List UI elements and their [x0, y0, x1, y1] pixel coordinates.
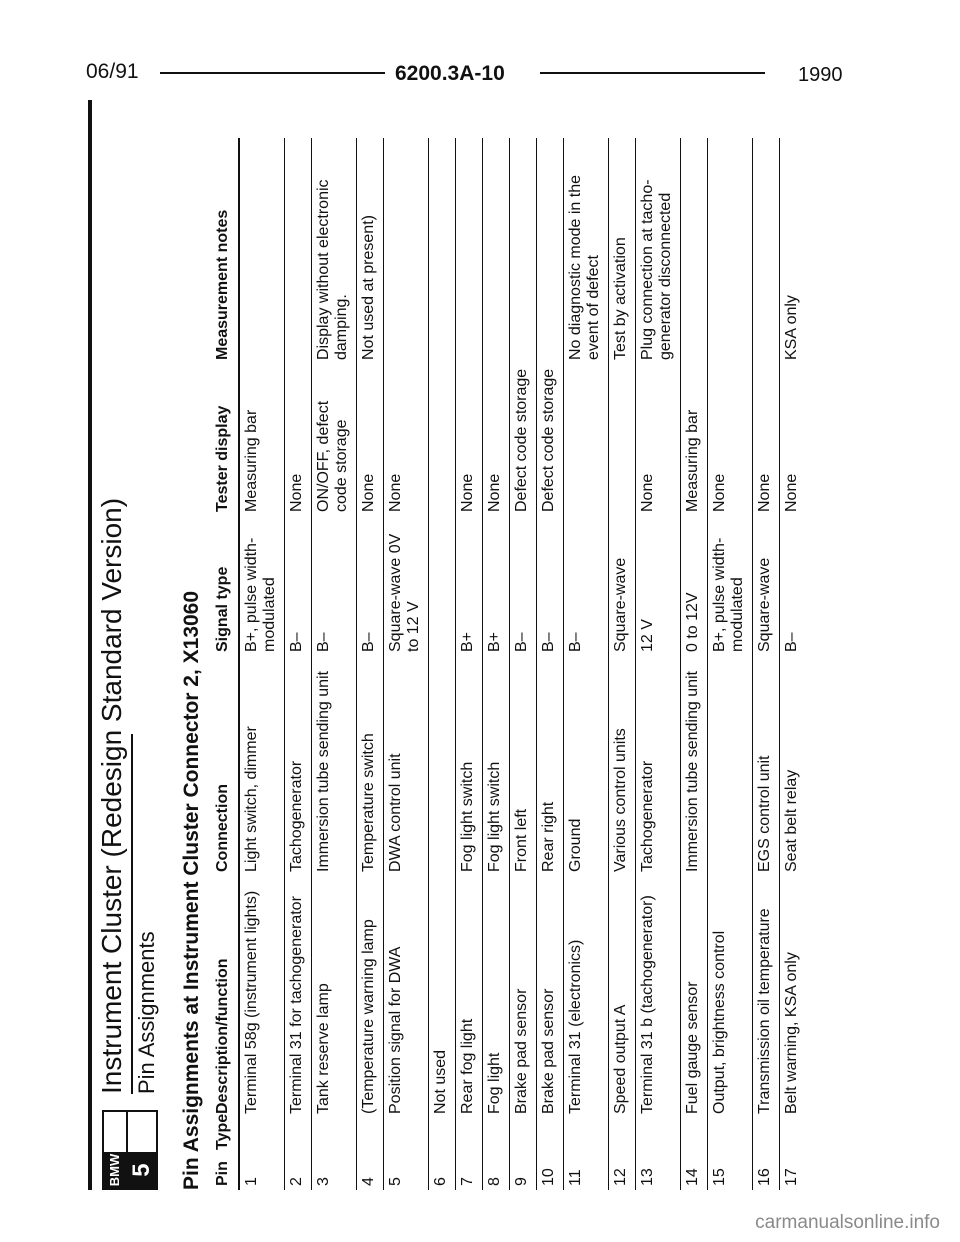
table-row	[753, 138, 780, 1190]
table-row	[384, 138, 429, 1190]
watermark: carmanualsonline.info	[755, 1212, 940, 1233]
column-header: Measurement notes	[214, 209, 231, 360]
column-header: Description/function	[214, 958, 231, 1114]
table-row	[780, 138, 807, 1190]
measurement-notes-cell	[510, 138, 537, 364]
type-cell	[753, 1118, 780, 1154]
pin-cell: 13	[636, 1154, 681, 1190]
signal-type-cell: B–	[285, 516, 312, 656]
description-cell: Tank reserve lamp	[312, 876, 357, 1118]
type-cell	[357, 1118, 384, 1154]
description-cell: Transmission oil temperature	[753, 876, 780, 1118]
connection-cell: Tachogenerator	[636, 656, 681, 876]
signal-type-cell: B+	[456, 516, 483, 656]
tester-display-cell: None	[780, 364, 807, 516]
connection-cell: Immersion tube sending unit	[681, 656, 708, 876]
type-cell	[609, 1118, 636, 1154]
type-cell	[780, 1118, 807, 1154]
description-cell: Rear fog light	[456, 876, 483, 1118]
table-row	[285, 138, 312, 1190]
document-code: 6200.3A-10	[395, 62, 505, 85]
description-cell: Terminal 31 b (tachogenerator)	[636, 876, 681, 1118]
type-cell	[636, 1118, 681, 1154]
tester-display-cell: None	[708, 364, 753, 516]
measurement-notes-cell	[456, 138, 483, 364]
table-row	[429, 138, 456, 1190]
pin-cell: 10	[537, 1154, 564, 1190]
table-row	[357, 138, 384, 1190]
pin-cell: 9	[510, 1154, 537, 1190]
connection-cell: Immersion tube sending unit	[312, 656, 357, 876]
table-row	[681, 138, 708, 1190]
signal-type-cell: B–	[537, 516, 564, 656]
bmw-5-logo	[102, 1110, 158, 1190]
measurement-notes-cell: Test by activation	[609, 138, 636, 364]
tester-display-cell: None	[753, 364, 780, 516]
connection-cell: DWA control unit	[384, 656, 429, 876]
measurement-notes-cell	[483, 138, 510, 364]
signal-type-cell: B–	[312, 516, 357, 656]
connection-cell: Temperature switch	[357, 656, 384, 876]
measurement-notes-cell: No diagnostic mode in the event of defect	[564, 138, 609, 364]
signal-type-cell	[429, 516, 456, 656]
page-subtitle: Pin Assignments	[134, 931, 159, 1094]
page-margin-bar	[88, 100, 92, 1190]
description-cell: Brake pad sensor	[510, 876, 537, 1118]
title-rule	[131, 734, 133, 1094]
measurement-notes-cell: Display without electronic damping.	[312, 138, 357, 364]
signal-type-cell: B–	[780, 516, 807, 656]
table-row	[564, 138, 609, 1190]
type-cell	[708, 1118, 753, 1154]
pin-cell: 16	[753, 1154, 780, 1190]
description-cell: Not used	[429, 876, 456, 1118]
table-row	[483, 138, 510, 1190]
header-date: 06/91	[86, 60, 139, 83]
measurement-notes-cell: Plug connection at tacho-generator disconnected	[636, 138, 681, 364]
column-header: Tester display	[214, 405, 231, 512]
pin-cell: 4	[357, 1154, 384, 1190]
section-title: Pin Assignments at Instrument Cluster Connector 2, X13060	[180, 590, 203, 1190]
tester-display-cell: Measuring bar	[239, 364, 285, 516]
type-cell	[564, 1118, 609, 1154]
type-cell	[312, 1118, 357, 1154]
signal-type-cell: B–	[357, 516, 384, 656]
description-cell: Output, brightness control	[708, 876, 753, 1118]
connection-cell: Front left	[510, 656, 537, 876]
signal-type-cell: B–	[510, 516, 537, 656]
pin-assignment-table	[212, 138, 806, 1190]
connection-cell: Tachogenerator	[285, 656, 312, 876]
pin-cell: 7	[456, 1154, 483, 1190]
description-cell: Terminal 58g (instrument lights)	[239, 876, 285, 1118]
signal-type-cell: 12 V	[636, 516, 681, 656]
logo-brand: BMW	[104, 1152, 126, 1188]
header-rule-right	[540, 72, 765, 74]
measurement-notes-cell	[537, 138, 564, 364]
signal-type-cell: B+	[483, 516, 510, 656]
tester-display-cell: None	[384, 364, 429, 516]
connection-cell: Various control units	[609, 656, 636, 876]
page-title: Instrument Cluster (Redesign Standard Version)	[96, 497, 127, 1094]
connection-cell: Seat belt relay	[780, 656, 807, 876]
pin-cell: 3	[312, 1154, 357, 1190]
column-header: Type	[214, 1113, 231, 1150]
tester-display-cell: None	[357, 364, 384, 516]
tester-display-cell: Measuring bar	[681, 364, 708, 516]
description-cell: Position signal for DWA	[384, 876, 429, 1118]
type-cell	[429, 1118, 456, 1154]
connection-cell: Rear right	[537, 656, 564, 876]
pin-cell: 6	[429, 1154, 456, 1190]
pin-cell: 14	[681, 1154, 708, 1190]
signal-type-cell: Square-wave 0V to 12 V	[384, 516, 429, 656]
table-row	[312, 138, 357, 1190]
rotated-content	[96, 90, 820, 1190]
description-cell: Terminal 31 for tachogenerator	[285, 876, 312, 1118]
tester-display-cell	[609, 364, 636, 516]
pin-cell: 1	[239, 1154, 285, 1190]
description-cell: (Temperature warning lamp	[357, 876, 384, 1118]
description-cell: Terminal 31 (electronics)	[564, 876, 609, 1118]
column-header: Pin	[214, 1161, 231, 1186]
pin-cell: 11	[564, 1154, 609, 1190]
table-header-row	[212, 138, 239, 1190]
header-year: 1990	[798, 64, 843, 86]
tester-display-cell: ON/OFF, defect code storage	[312, 364, 357, 516]
measurement-notes-cell	[681, 138, 708, 364]
tester-display-cell: None	[285, 364, 312, 516]
measurement-notes-cell	[429, 138, 456, 364]
measurement-notes-cell	[285, 138, 312, 364]
table-row	[609, 138, 636, 1190]
column-header: Connection	[214, 784, 231, 872]
description-cell: Belt warning, KSA only	[780, 876, 807, 1118]
connection-cell: Fog light switch	[456, 656, 483, 876]
connection-cell	[708, 656, 753, 876]
logo-series: 5	[128, 1152, 156, 1188]
description-cell: Brake pad sensor	[537, 876, 564, 1118]
pin-cell: 8	[483, 1154, 510, 1190]
tester-display-cell: Defect code storage	[510, 364, 537, 516]
signal-type-cell: B+, pulse width-modulated	[708, 516, 753, 656]
connection-cell: Ground	[564, 656, 609, 876]
table-row	[636, 138, 681, 1190]
pin-cell: 2	[285, 1154, 312, 1190]
tester-display-cell	[564, 364, 609, 516]
measurement-notes-cell: KSA only	[780, 138, 807, 364]
tester-display-cell: None	[456, 364, 483, 516]
connection-cell: Light switch, dimmer	[239, 656, 285, 876]
tester-display-cell: None	[636, 364, 681, 516]
pin-cell: 17	[780, 1154, 807, 1190]
table-row	[708, 138, 753, 1190]
type-cell	[239, 1118, 285, 1154]
description-cell: Speed output A	[609, 876, 636, 1118]
signal-type-cell: Square-wave	[609, 516, 636, 656]
type-cell	[510, 1118, 537, 1154]
header-rule-left	[160, 72, 385, 74]
pin-cell: 12	[609, 1154, 636, 1190]
type-cell	[483, 1118, 510, 1154]
type-cell	[681, 1118, 708, 1154]
tester-display-cell: None	[483, 364, 510, 516]
tester-display-cell	[429, 364, 456, 516]
type-cell	[384, 1118, 429, 1154]
column-header: Signal type	[214, 566, 231, 652]
type-cell	[456, 1118, 483, 1154]
measurement-notes-cell	[708, 138, 753, 364]
signal-type-cell: B–	[564, 516, 609, 656]
table-row	[239, 138, 285, 1190]
type-cell	[285, 1118, 312, 1154]
measurement-notes-cell	[753, 138, 780, 364]
connection-cell: EGS control unit	[753, 656, 780, 876]
signal-type-cell: 0 to 12V	[681, 516, 708, 656]
connection-cell	[429, 656, 456, 876]
tester-display-cell: Defect code storage	[537, 364, 564, 516]
measurement-notes-cell	[384, 138, 429, 364]
description-cell: Fog light	[483, 876, 510, 1118]
type-cell	[537, 1118, 564, 1154]
signal-type-cell: Square-wave	[753, 516, 780, 656]
measurement-notes-cell: Not used at present)	[357, 138, 384, 364]
measurement-notes-cell	[239, 138, 285, 364]
signal-type-cell: B+, pulse width-modulated	[239, 516, 285, 656]
table-row	[510, 138, 537, 1190]
table-row	[456, 138, 483, 1190]
description-cell: Fuel gauge sensor	[681, 876, 708, 1118]
pin-cell: 5	[384, 1154, 429, 1190]
pin-cell: 15	[708, 1154, 753, 1190]
table-row	[537, 138, 564, 1190]
connection-cell: Fog light switch	[483, 656, 510, 876]
